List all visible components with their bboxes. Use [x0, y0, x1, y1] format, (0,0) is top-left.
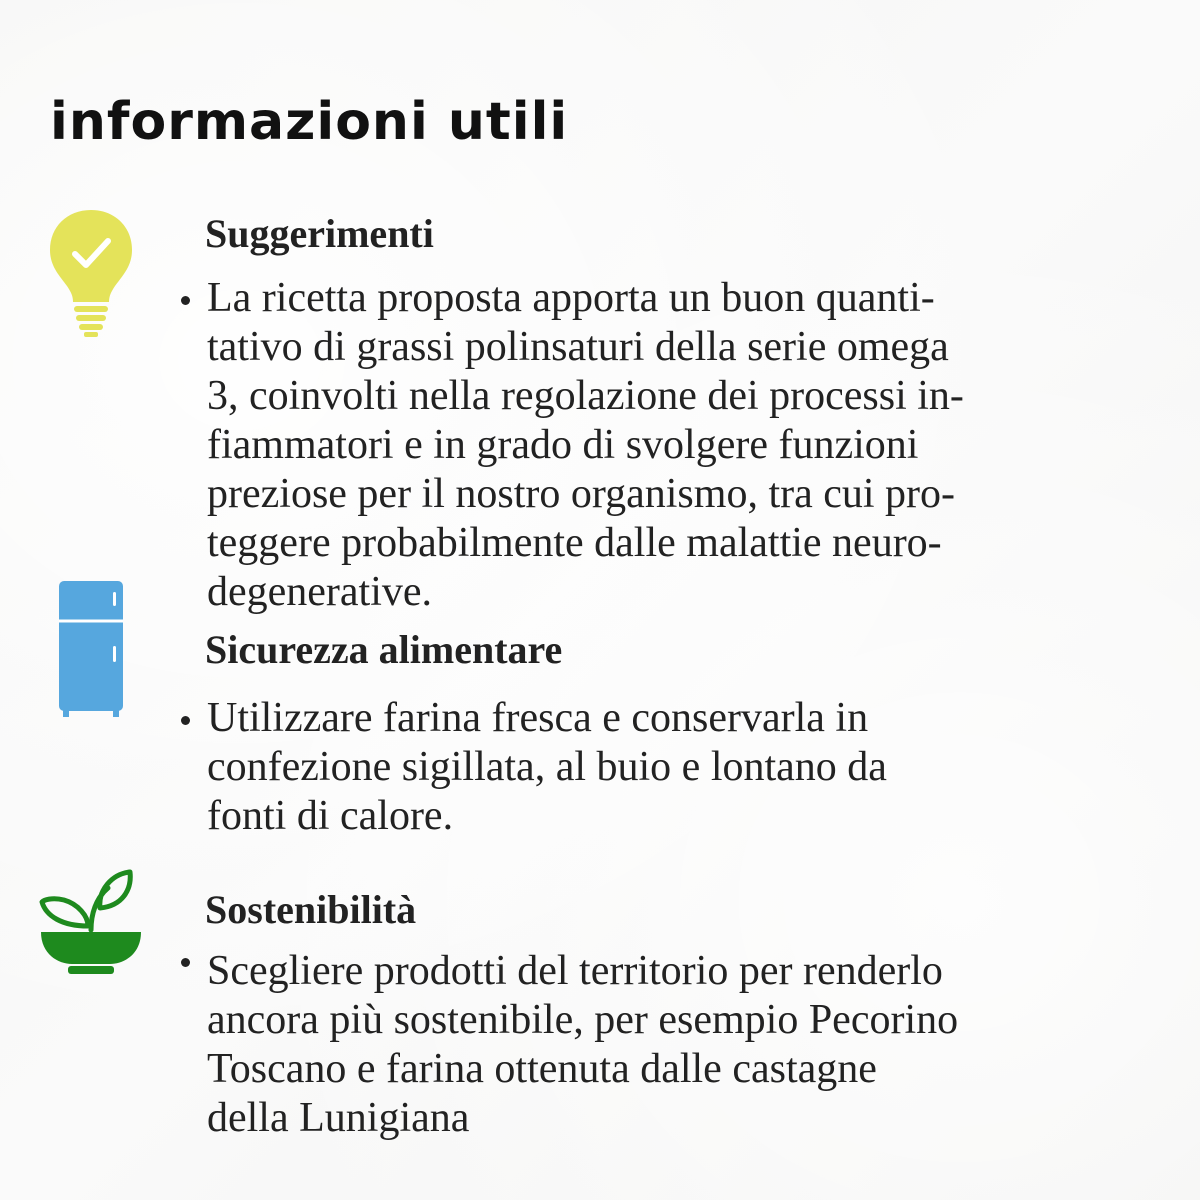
text-line: Toscano e farina ottenuta dalle castagne	[207, 1046, 877, 1092]
page-title: informazioni utili	[50, 92, 569, 152]
text-line: La ricetta proposta apporta un buon quanti-	[207, 275, 935, 321]
section-text-sicurezza	[207, 694, 1167, 841]
section-heading-suggerimenti: Suggerimenti	[205, 211, 434, 256]
plant-bowl-icon	[38, 868, 144, 976]
text-line: Scegliere prodotti del territorio per renderlo	[207, 948, 943, 994]
lightbulb-check-icon	[48, 208, 134, 338]
section-heading-sostenibilita: Sostenibilità	[205, 887, 417, 932]
text-line: preziose per il nostro organismo, tra cui pro-	[207, 471, 956, 517]
text-line: Utilizzare farina fresca e conservarla in	[207, 695, 869, 741]
bullet-dot	[181, 958, 190, 967]
text-line: tativo di grassi polinsaturi della serie omega	[207, 324, 949, 370]
section-text-sostenibilita	[207, 947, 1167, 1143]
text-line: teggere probabilmente dalle malattie neuro-	[207, 520, 942, 566]
section-heading-sicurezza: Sicurezza alimentare	[205, 627, 563, 672]
text-line: fiammatori e in grado di svolgere funzioni	[207, 422, 919, 468]
text-line: della Lunigiana	[207, 1095, 470, 1141]
bullet-dot	[181, 296, 190, 305]
bullet-dot	[181, 716, 190, 725]
text-line: confezione sigillata, al buio e lontano da	[207, 744, 887, 790]
text-line: fonti di calore.	[207, 793, 454, 839]
section-text-suggerimenti	[207, 274, 1167, 617]
fridge-icon	[58, 580, 124, 718]
text-line: 3, coinvolti nella regolazione dei processi in-	[207, 373, 964, 419]
text-line: ancora più sostenibile, per esempio Pecorino	[207, 997, 959, 1043]
text-line: degenerative.	[207, 569, 433, 615]
